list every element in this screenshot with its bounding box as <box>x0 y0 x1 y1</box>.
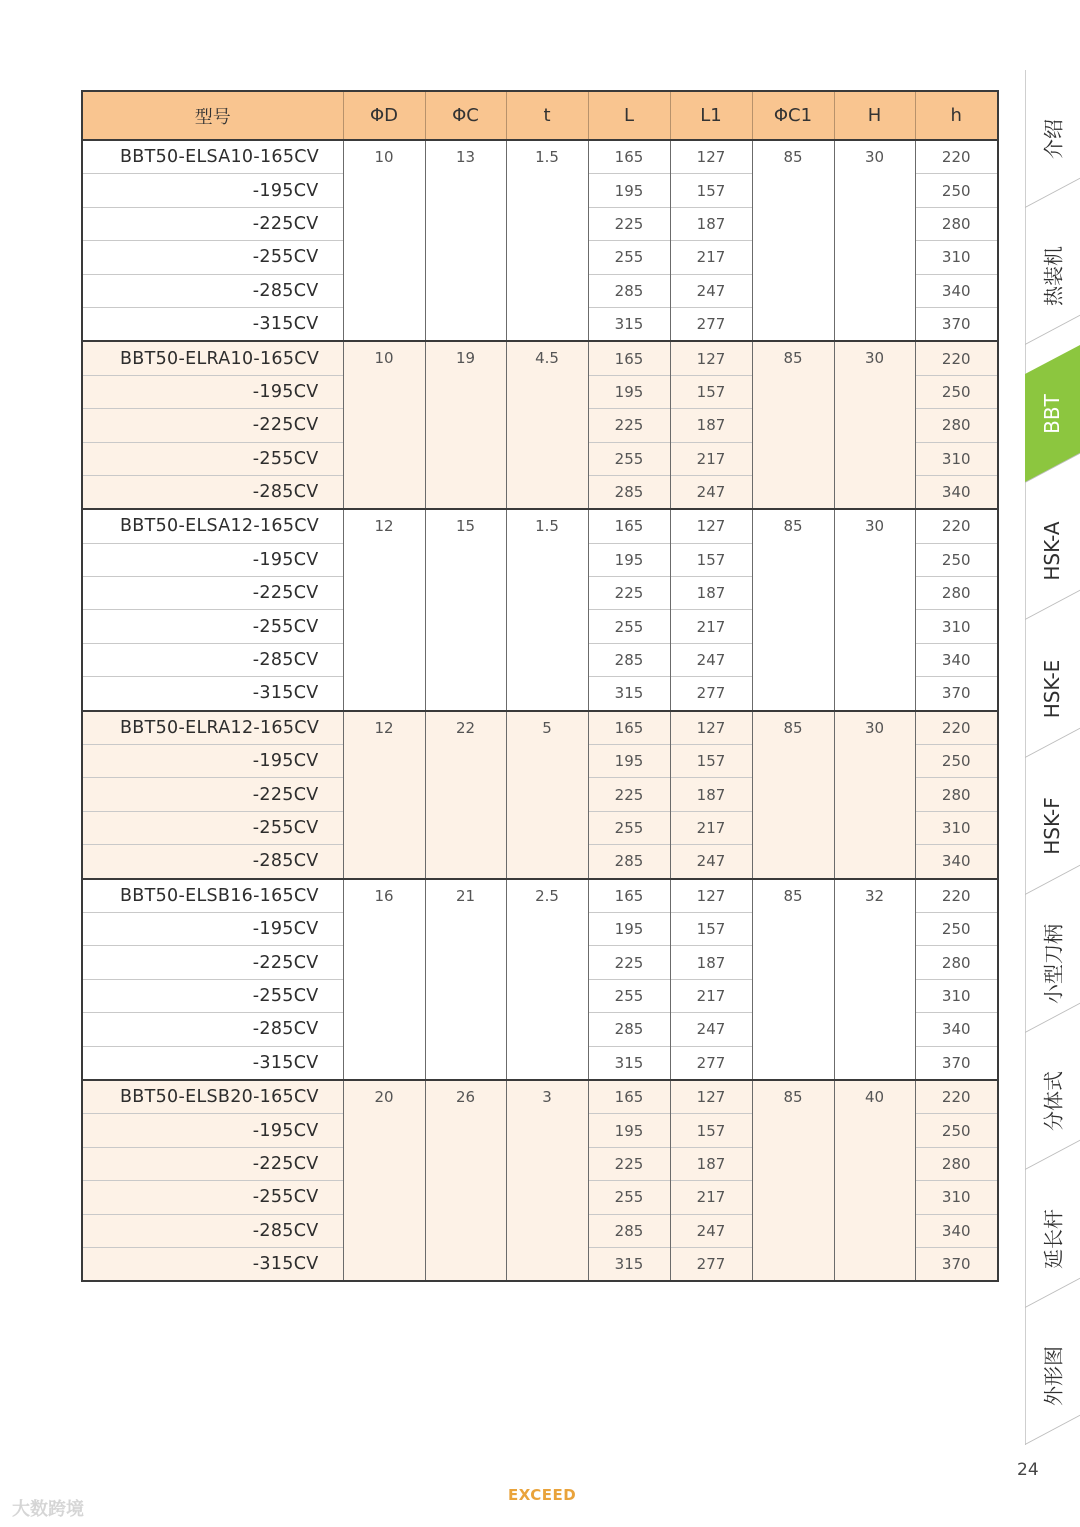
model-cell: -285CV <box>82 1013 343 1046</box>
tab-item[interactable] <box>1025 1033 1080 1171</box>
tab-item[interactable] <box>1025 1308 1080 1446</box>
tab-item[interactable] <box>1025 70 1080 208</box>
header-h-lower: h <box>915 91 998 140</box>
h-lower-cell: 370 <box>915 1247 998 1281</box>
product-group <box>82 509 998 710</box>
c-cell: 26 <box>425 1080 506 1281</box>
c1-cell: 85 <box>752 711 834 879</box>
l-cell: 225 <box>588 409 670 442</box>
model-cell: -255CV <box>82 979 343 1012</box>
h-lower-cell: 310 <box>915 442 998 475</box>
h-lower-cell: 220 <box>915 140 998 174</box>
l1-cell: 277 <box>670 1046 752 1080</box>
h-lower-cell: 370 <box>915 307 998 341</box>
l-cell: 195 <box>588 912 670 945</box>
l1-cell: 247 <box>670 475 752 509</box>
l1-cell: 247 <box>670 1013 752 1046</box>
l-cell: 195 <box>588 174 670 207</box>
l1-cell: 157 <box>670 912 752 945</box>
l1-cell: 187 <box>670 577 752 610</box>
l1-cell: 157 <box>670 745 752 778</box>
l-cell: 315 <box>588 677 670 711</box>
h-lower-cell: 340 <box>915 643 998 676</box>
t-cell: 4.5 <box>506 341 588 509</box>
model-cell: -315CV <box>82 677 343 711</box>
l-cell: 195 <box>588 375 670 408</box>
model-cell: -255CV <box>82 1181 343 1214</box>
product-group <box>82 711 998 879</box>
l-cell: 165 <box>588 711 670 745</box>
model-cell: -225CV <box>82 946 343 979</box>
l-cell: 165 <box>588 879 670 913</box>
l1-cell: 247 <box>670 274 752 307</box>
l1-cell: 247 <box>670 643 752 676</box>
h-lower-cell: 370 <box>915 1046 998 1080</box>
tab-item[interactable] <box>1025 483 1080 621</box>
d-cell: 12 <box>343 509 425 710</box>
l-cell: 225 <box>588 207 670 240</box>
side-tab-nav <box>1025 70 1080 1445</box>
model-cell: -195CV <box>82 912 343 945</box>
t-cell: 1.5 <box>506 140 588 341</box>
model-cell: -255CV <box>82 610 343 643</box>
model-cell: -195CV <box>82 543 343 576</box>
model-cell: -225CV <box>82 1147 343 1180</box>
h-lower-cell: 220 <box>915 341 998 375</box>
model-cell: -195CV <box>82 745 343 778</box>
model-cell: -315CV <box>82 307 343 341</box>
tab-label: 分体式 <box>1041 1071 1066 1132</box>
c1-cell: 85 <box>752 1080 834 1281</box>
l-cell: 285 <box>588 845 670 879</box>
l1-cell: 187 <box>670 409 752 442</box>
d-cell: 16 <box>343 879 425 1080</box>
table-row <box>82 341 998 375</box>
model-cell: BBT50-ELSA10-165CV <box>82 140 343 174</box>
product-group <box>82 879 998 1080</box>
l-cell: 285 <box>588 1013 670 1046</box>
l-cell: 195 <box>588 543 670 576</box>
h-lower-cell: 250 <box>915 912 998 945</box>
table-row <box>82 711 998 745</box>
tab-label: 外形图 <box>1041 1346 1066 1407</box>
h-lower-cell: 340 <box>915 475 998 509</box>
c1-cell: 85 <box>752 341 834 509</box>
h-lower-cell: 340 <box>915 274 998 307</box>
product-group <box>82 140 998 341</box>
h-lower-cell: 220 <box>915 879 998 913</box>
h-upper-cell: 30 <box>834 140 915 341</box>
model-cell: BBT50-ELSA12-165CV <box>82 509 343 543</box>
tab-label: 小型刀柄 <box>1041 923 1066 1004</box>
header-row <box>82 91 998 140</box>
tab-divider <box>1025 590 1080 620</box>
tab-item[interactable] <box>1025 620 1080 758</box>
h-lower-cell: 340 <box>915 1214 998 1247</box>
l-cell: 165 <box>588 509 670 543</box>
tab-divider <box>1025 1277 1080 1307</box>
l1-cell: 217 <box>670 610 752 643</box>
tab-item[interactable] <box>1025 208 1080 346</box>
model-cell: -315CV <box>82 1247 343 1281</box>
h-lower-cell: 310 <box>915 979 998 1012</box>
l1-cell: 157 <box>670 1114 752 1147</box>
h-lower-cell: 280 <box>915 946 998 979</box>
c1-cell: 85 <box>752 140 834 341</box>
header-c: ΦC <box>425 91 506 140</box>
model-cell: -285CV <box>82 475 343 509</box>
h-lower-cell: 340 <box>915 845 998 879</box>
l-cell: 315 <box>588 307 670 341</box>
l1-cell: 127 <box>670 711 752 745</box>
tab-label: 介绍 <box>1041 118 1066 159</box>
h-lower-cell: 280 <box>915 207 998 240</box>
model-cell: -255CV <box>82 241 343 274</box>
model-cell: BBT50-ELSB16-165CV <box>82 879 343 913</box>
model-cell: -195CV <box>82 1114 343 1147</box>
d-cell: 10 <box>343 341 425 509</box>
model-cell: BBT50-ELRA12-165CV <box>82 711 343 745</box>
header-c1: ΦC1 <box>752 91 834 140</box>
table-row <box>82 1080 998 1114</box>
l-cell: 165 <box>588 341 670 375</box>
h-upper-cell: 30 <box>834 711 915 879</box>
tab-item[interactable] <box>1025 758 1080 896</box>
tab-label: HSK-F <box>1040 797 1064 855</box>
header-h-upper: H <box>834 91 915 140</box>
l1-cell: 277 <box>670 1247 752 1281</box>
c-cell: 13 <box>425 140 506 341</box>
l-cell: 225 <box>588 946 670 979</box>
h-lower-cell: 220 <box>915 711 998 745</box>
tab-active[interactable] <box>1025 345 1080 483</box>
l1-cell: 127 <box>670 1080 752 1114</box>
model-cell: -225CV <box>82 577 343 610</box>
l-cell: 255 <box>588 1181 670 1214</box>
l-cell: 255 <box>588 610 670 643</box>
table-row <box>82 879 998 913</box>
model-cell: -285CV <box>82 1214 343 1247</box>
d-cell: 20 <box>343 1080 425 1281</box>
tab-label: HSK-E <box>1040 659 1064 719</box>
h-lower-cell: 310 <box>915 241 998 274</box>
c-cell: 21 <box>425 879 506 1080</box>
header-t: t <box>506 91 588 140</box>
tab-divider <box>1025 1002 1080 1032</box>
l-cell: 255 <box>588 241 670 274</box>
model-cell: -255CV <box>82 811 343 844</box>
model-cell: -225CV <box>82 409 343 442</box>
header-d: ΦD <box>343 91 425 140</box>
model-cell: BBT50-ELSB20-165CV <box>82 1080 343 1114</box>
l-cell: 285 <box>588 643 670 676</box>
l1-cell: 217 <box>670 811 752 844</box>
l1-cell: 187 <box>670 946 752 979</box>
t-cell: 3 <box>506 1080 588 1281</box>
c-cell: 15 <box>425 509 506 710</box>
t-cell: 2.5 <box>506 879 588 1080</box>
h-lower-cell: 280 <box>915 409 998 442</box>
t-cell: 1.5 <box>506 509 588 710</box>
l-cell: 165 <box>588 140 670 174</box>
h-lower-cell: 250 <box>915 375 998 408</box>
header-l1: L1 <box>670 91 752 140</box>
h-lower-cell: 280 <box>915 577 998 610</box>
product-group <box>82 341 998 509</box>
brand-logo: EXCEED <box>508 1486 577 1504</box>
tab-item[interactable] <box>1025 895 1080 1033</box>
l-cell: 285 <box>588 1214 670 1247</box>
h-lower-cell: 220 <box>915 509 998 543</box>
c-cell: 22 <box>425 711 506 879</box>
l-cell: 255 <box>588 811 670 844</box>
h-lower-cell: 310 <box>915 610 998 643</box>
h-lower-cell: 370 <box>915 677 998 711</box>
tab-label: HSK-A <box>1040 521 1064 581</box>
table-row <box>82 140 998 174</box>
l1-cell: 127 <box>670 140 752 174</box>
model-cell: -285CV <box>82 845 343 879</box>
tab-label: BBT <box>1040 393 1064 434</box>
h-lower-cell: 250 <box>915 543 998 576</box>
l-cell: 315 <box>588 1046 670 1080</box>
h-lower-cell: 220 <box>915 1080 998 1114</box>
h-lower-cell: 250 <box>915 1114 998 1147</box>
h-upper-cell: 32 <box>834 879 915 1080</box>
c1-cell: 85 <box>752 879 834 1080</box>
l1-cell: 277 <box>670 307 752 341</box>
tab-divider <box>1025 727 1080 757</box>
l1-cell: 157 <box>670 174 752 207</box>
tab-label: 热装机 <box>1041 246 1066 307</box>
l1-cell: 127 <box>670 509 752 543</box>
model-cell: -315CV <box>82 1046 343 1080</box>
c1-cell: 85 <box>752 509 834 710</box>
d-cell: 10 <box>343 140 425 341</box>
h-lower-cell: 250 <box>915 174 998 207</box>
d-cell: 12 <box>343 711 425 879</box>
l-cell: 195 <box>588 745 670 778</box>
l1-cell: 187 <box>670 778 752 811</box>
l-cell: 255 <box>588 442 670 475</box>
h-lower-cell: 250 <box>915 745 998 778</box>
product-group <box>82 1080 998 1281</box>
l-cell: 195 <box>588 1114 670 1147</box>
l-cell: 285 <box>588 274 670 307</box>
tab-label: 延长杆 <box>1041 1208 1066 1269</box>
l-cell: 225 <box>588 1147 670 1180</box>
l-cell: 165 <box>588 1080 670 1114</box>
tab-divider <box>1025 315 1080 345</box>
h-lower-cell: 280 <box>915 778 998 811</box>
model-cell: -195CV <box>82 174 343 207</box>
h-upper-cell: 30 <box>834 509 915 710</box>
model-cell: -285CV <box>82 643 343 676</box>
h-lower-cell: 310 <box>915 1181 998 1214</box>
l-cell: 225 <box>588 577 670 610</box>
model-cell: -225CV <box>82 207 343 240</box>
watermark: 大数跨境 <box>12 1499 84 1520</box>
h-lower-cell: 280 <box>915 1147 998 1180</box>
tab-item[interactable] <box>1025 1170 1080 1308</box>
l-cell: 255 <box>588 979 670 1012</box>
model-cell: BBT50-ELRA10-165CV <box>82 341 343 375</box>
l1-cell: 217 <box>670 979 752 1012</box>
c-cell: 19 <box>425 341 506 509</box>
l1-cell: 127 <box>670 341 752 375</box>
l1-cell: 157 <box>670 543 752 576</box>
model-cell: -255CV <box>82 442 343 475</box>
tab-divider <box>1025 177 1080 207</box>
tab-divider <box>1025 865 1080 895</box>
header-l: L <box>588 91 670 140</box>
model-cell: -225CV <box>82 778 343 811</box>
l1-cell: 247 <box>670 1214 752 1247</box>
l1-cell: 127 <box>670 879 752 913</box>
l1-cell: 247 <box>670 845 752 879</box>
h-upper-cell: 30 <box>834 341 915 509</box>
tab-divider <box>1025 1140 1080 1170</box>
l-cell: 315 <box>588 1247 670 1281</box>
h-lower-cell: 340 <box>915 1013 998 1046</box>
l1-cell: 187 <box>670 1147 752 1180</box>
tab-divider <box>1025 1415 1080 1445</box>
l1-cell: 157 <box>670 375 752 408</box>
table-row <box>82 509 998 543</box>
h-lower-cell: 310 <box>915 811 998 844</box>
model-cell: -195CV <box>82 375 343 408</box>
l1-cell: 217 <box>670 241 752 274</box>
l-cell: 285 <box>588 475 670 509</box>
spec-table <box>81 90 999 1282</box>
l1-cell: 187 <box>670 207 752 240</box>
l-cell: 225 <box>588 778 670 811</box>
header-model: 型号 <box>82 91 343 140</box>
page-number: 24 <box>1017 1460 1039 1480</box>
t-cell: 5 <box>506 711 588 879</box>
h-upper-cell: 40 <box>834 1080 915 1281</box>
l1-cell: 217 <box>670 1181 752 1214</box>
l1-cell: 277 <box>670 677 752 711</box>
model-cell: -285CV <box>82 274 343 307</box>
l1-cell: 217 <box>670 442 752 475</box>
